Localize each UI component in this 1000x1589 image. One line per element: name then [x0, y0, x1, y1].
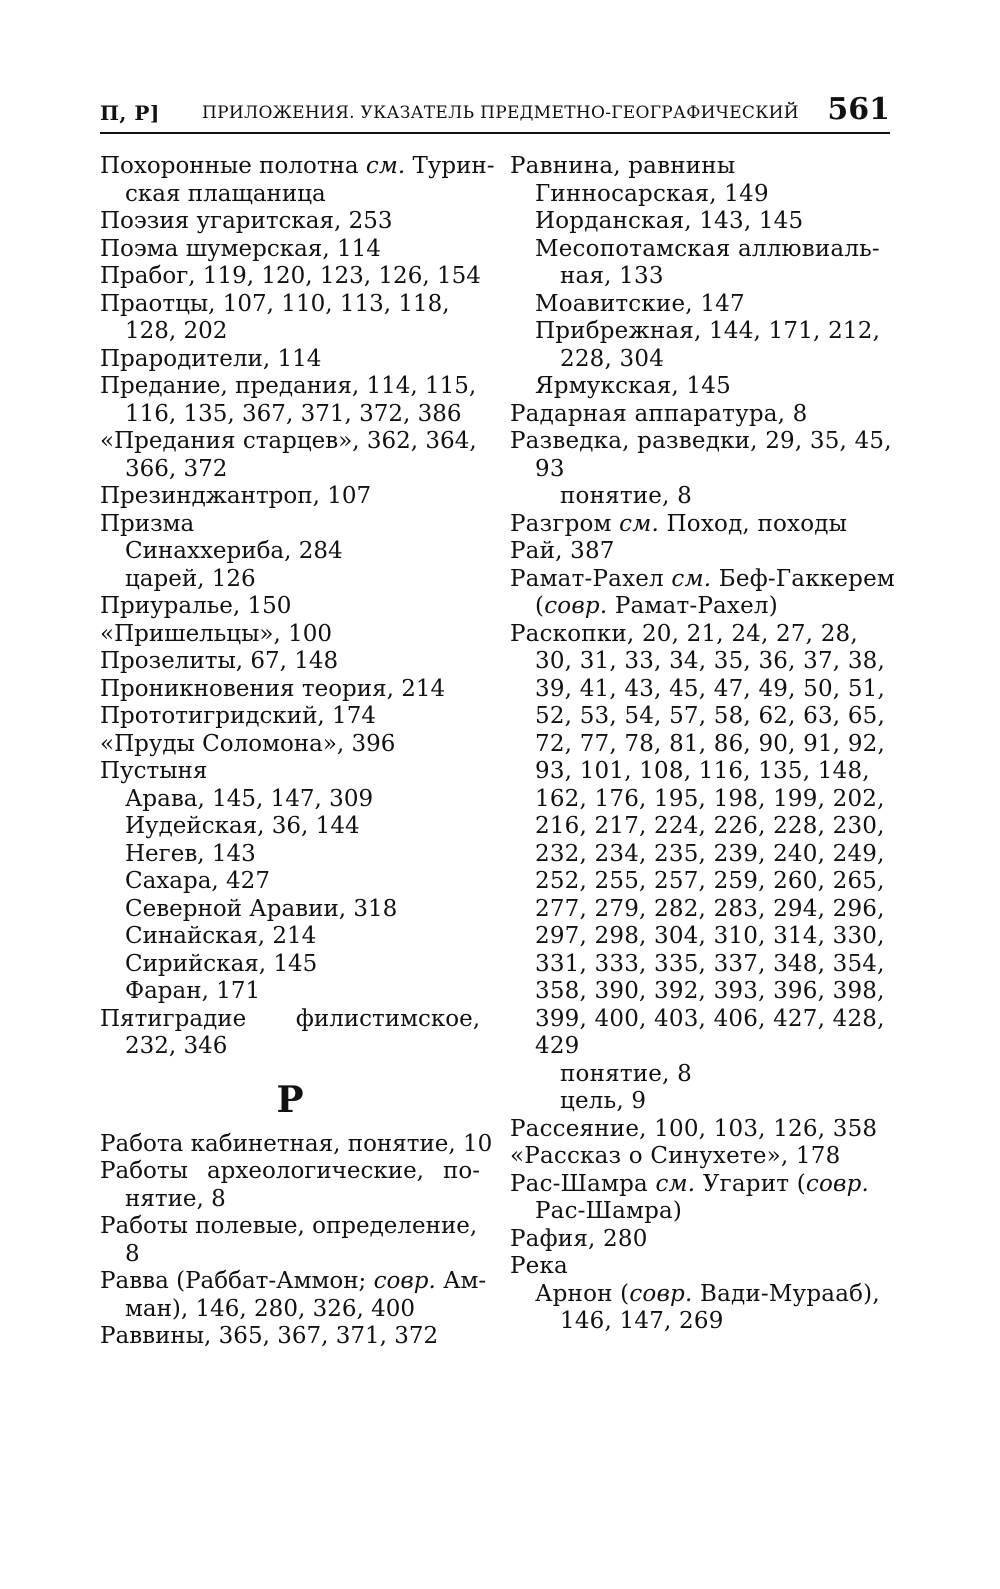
index-subentry: Арава, 145, 147, 309 — [125, 785, 374, 812]
index-subentry: Иорданская, 143, 145 — [535, 208, 804, 234]
index-entry-continuation: 39, 41, 43, 45, 47, 49, 50, 51, — [535, 675, 885, 702]
index-entry: «Предания старцев», 362, 364, — [100, 428, 477, 454]
index-subentry: Северной Аравии, 318 — [125, 895, 398, 922]
index-entry-continuation: Рас-Шамра) — [535, 1198, 683, 1224]
index-subentry: Моавитские, 147 — [535, 290, 745, 317]
index-entry-continuation: 116, 135, 367, 371, 372, 386 — [125, 400, 462, 427]
index-subentry: Сахара, 427 — [125, 868, 270, 894]
index-entry-continuation: 30, 31, 33, 34, 35, 36, 37, 38, — [535, 648, 885, 674]
index-entry: «Пруды Соломона», 396 — [100, 730, 396, 757]
index-entry-continuation: 93 — [535, 455, 565, 482]
index-entry-continuation: 52, 53, 54, 57, 58, 62, 63, 65, — [535, 703, 885, 729]
index-subentry: Синаххериба, 284 — [125, 538, 343, 564]
index-entry: Река — [510, 1253, 568, 1279]
index-subentry: царей, 126 — [125, 565, 256, 592]
index-entry: Праотцы, 107, 110, 113, 118, — [100, 290, 450, 317]
index-entry: Разгром см. Поход, походы — [510, 510, 848, 537]
index-entry: Работа кабинетная, понятие, 10 — [100, 1130, 493, 1157]
index-entry: «Рассказ о Синухете», 178 — [510, 1143, 841, 1169]
index-subentry-continuation: 146, 147, 269 — [560, 1308, 724, 1334]
index-entry: Поэма шумерская, 114 — [100, 235, 381, 262]
index-entry-continuation: ман), 146, 280, 326, 400 — [125, 1295, 415, 1322]
index-subentry: цель, 9 — [560, 1088, 647, 1114]
index-entry: Пустыня — [100, 758, 208, 784]
index-entry-continuation: 277, 279, 282, 283, 294, 296, — [535, 895, 885, 922]
section-letter-heading: Р — [276, 1078, 304, 1121]
index-column-right — [510, 153, 895, 1336]
index-entry: Похоронные полотна см. Турин- — [100, 153, 495, 179]
index-entry-continuation: 366, 372 — [125, 455, 228, 482]
index-entry-continuation: 358, 390, 392, 393, 396, 398, — [535, 978, 885, 1004]
index-entry-continuation: 128, 202 — [125, 318, 228, 344]
index-entry: Пятиградие филистимское, — [100, 1005, 480, 1032]
index-entry: Прародители, 114 — [100, 345, 322, 372]
index-entry: Прозелиты, 67, 148 — [100, 648, 339, 674]
index-entry-continuation: 297, 298, 304, 310, 314, 330, — [535, 923, 885, 949]
index-entry: Рассеяние, 100, 103, 126, 358 — [510, 1115, 878, 1142]
header-section-letters: П, Р] — [100, 101, 160, 125]
index-entry-continuation: (совр. Рамат-Рахел) — [535, 593, 778, 619]
index-subentry-continuation: 228, 304 — [560, 345, 665, 372]
index-entry: Рафия, 280 — [510, 1225, 648, 1252]
index-subentry: Месопотамская аллювиаль- — [535, 235, 880, 262]
index-entry: Раввины, 365, 367, 371, 372 — [100, 1323, 439, 1349]
index-subentry: Негев, 143 — [125, 840, 256, 867]
index-entry-continuation: 8 — [125, 1240, 140, 1267]
index-subentry: Прибрежная, 144, 171, 212, — [535, 318, 881, 344]
running-header — [100, 92, 890, 134]
index-subentry: понятие, 8 — [560, 483, 692, 509]
index-entry-continuation: 252, 255, 257, 259, 260, 265, — [535, 868, 885, 894]
index-entry: Равнина, равнины — [510, 153, 736, 179]
index-entry: Призма — [100, 510, 195, 537]
index-entry-continuation: 216, 217, 224, 226, 228, 230, — [535, 813, 885, 839]
index-entry-continuation: 93, 101, 108, 116, 135, 148, — [535, 758, 870, 784]
index-entry: Прабог, 119, 120, 123, 126, 154 — [100, 263, 481, 289]
index-entry: Прототигридский, 174 — [100, 703, 376, 729]
page-number: 561 — [827, 92, 890, 127]
index-entry: «Пришельцы», 100 — [100, 620, 332, 647]
index-subentry: понятие, 8 — [560, 1060, 692, 1087]
index-subentry-continuation: ная, 133 — [560, 263, 664, 289]
index-entry-continuation: ская плащаница — [125, 180, 326, 207]
index-entry: Поэзия угаритская, 253 — [100, 208, 393, 234]
index-entry-continuation: 72, 77, 78, 81, 86, 90, 91, 92, — [535, 730, 885, 757]
index-subentry: Сирийская, 145 — [125, 950, 318, 977]
index-entry-continuation: 232, 346 — [125, 1033, 228, 1059]
index-entry: Рай, 387 — [510, 538, 615, 564]
index-entry: Рас-Шамра см. Угарит (совр. — [510, 1170, 870, 1197]
index-entry-continuation: 429 — [535, 1033, 580, 1059]
index-entry: Проникновения теория, 214 — [100, 675, 446, 702]
index-entry-continuation: 232, 234, 235, 239, 240, 249, — [535, 840, 885, 867]
index-subentry: Иудейская, 36, 144 — [125, 813, 360, 839]
index-entry: Равва (Раббат-Аммон; совр. Ам- — [100, 1268, 487, 1294]
index-entry: Радарная аппаратура, 8 — [510, 400, 808, 427]
header-title: ПРИЛОЖЕНИЯ. УКАЗАТЕЛЬ ПРЕДМЕТНО-ГЕОГРАФИЧЕСКИЙ — [202, 103, 799, 123]
index-entry: Приуралье, 150 — [100, 593, 292, 619]
index-entry: Разведка, разведки, 29, 35, 45, — [510, 428, 892, 454]
index-entry: Презинджантроп, 107 — [100, 483, 372, 509]
index-entry-continuation: 162, 176, 195, 198, 199, 202, — [535, 785, 885, 812]
index-subentry: Арнон (совр. Вади-Мурааб), — [535, 1280, 880, 1307]
index-entry: Раскопки, 20, 21, 24, 27, 28, — [510, 620, 858, 647]
index-entry-continuation: нятие, 8 — [125, 1185, 226, 1212]
index-entry: Работы археологические, по- — [100, 1158, 480, 1184]
index-subentry: Синайская, 214 — [125, 923, 317, 949]
index-column-left — [100, 153, 495, 1351]
index-entry: Работы полевые, определение, — [100, 1213, 478, 1239]
index-entry: Предание, предания, 114, 115, — [100, 373, 477, 399]
index-entry: Рамат-Рахел см. Беф-Гаккерем — [510, 565, 895, 592]
index-entry-continuation: 331, 333, 335, 337, 348, 354, — [535, 950, 885, 977]
index-subentry: Гинносарская, 149 — [535, 180, 769, 207]
index-subentry: Ярмукская, 145 — [535, 373, 731, 399]
index-entry-continuation: 399, 400, 403, 406, 427, 428, — [535, 1005, 885, 1032]
index-subentry: Фаран, 171 — [125, 978, 261, 1004]
